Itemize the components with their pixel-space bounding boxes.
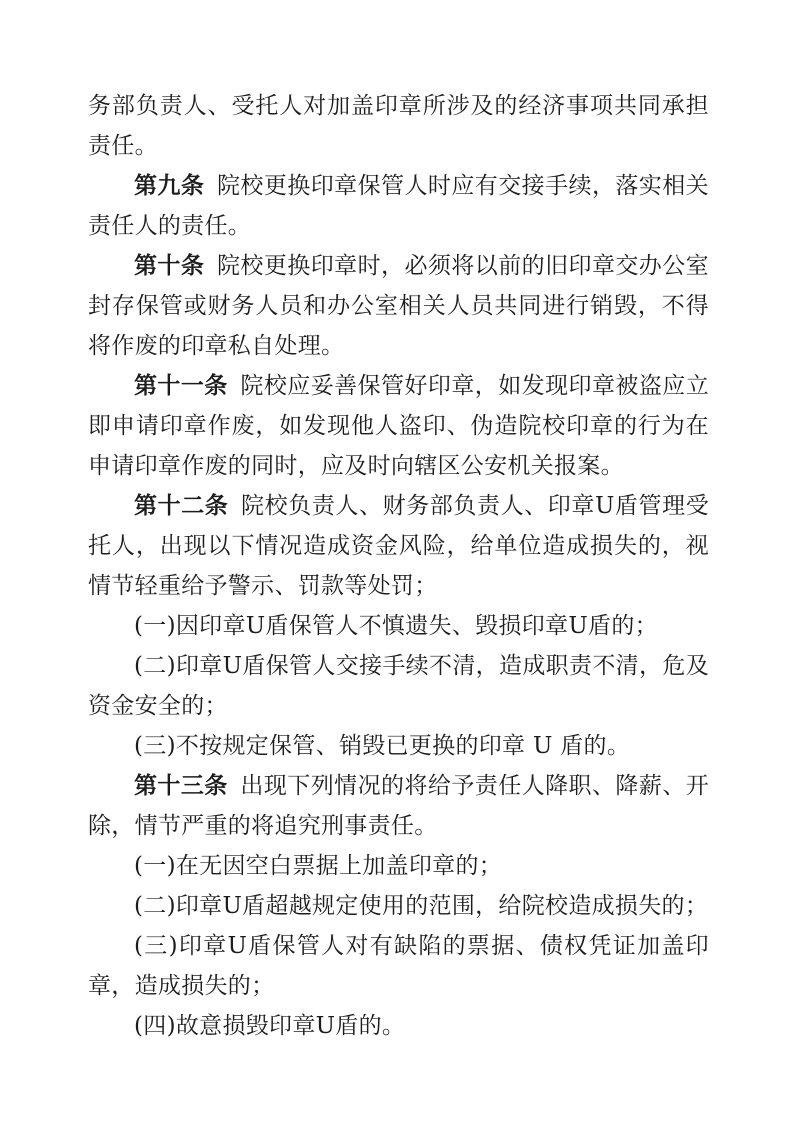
list-item — [88, 726, 709, 766]
paragraph-text: 务部负责人、受托人对加盖印章所涉及的经济事项共同承担责任。 — [88, 93, 709, 159]
paragraph-text: (三)不按规定保管、销毁已更换的印章 U 盾的。 — [134, 733, 631, 759]
article-number: 第十二条 — [134, 492, 229, 519]
paragraph-text: 院校应妥善保管好印章，如发现印章被盗应立即申请印章作废，如发现他人盗印、伪造院校印章的行为在申请印章作废的同时，应及时向辖区公安机关报案。 — [88, 373, 709, 479]
article-number: 第十条 — [134, 252, 205, 279]
paragraph-text: (二)印章U盾超越规定使用的范围，给院校造成损失的； — [134, 893, 709, 919]
paragraph-text: (一)在无因空白票据上加盖印章的； — [134, 853, 503, 879]
paragraph — [88, 366, 709, 486]
document-body — [88, 86, 709, 1046]
paragraph-text: (三)印章U盾保管人对有缺陷的票据、债权凭证加盖印章，造成损失的； — [88, 933, 709, 999]
list-item — [88, 1006, 709, 1046]
paragraph — [88, 766, 709, 846]
paragraph-text: 院校负责人、财务部负责人、印章U盾管理受托人，出现以下情况造成资金风险，给单位造成损失的，视情节轻重给予警示、罚款等处罚； — [88, 493, 710, 599]
paragraph — [88, 86, 709, 166]
paragraph-text: 院校更换印章保管人时应有交接手续，落实相关责任人的责任。 — [88, 173, 709, 239]
paragraph-text: (二)印章U盾保管人交接手续不清，造成职责不清，危及资金安全的； — [88, 653, 709, 719]
article-number: 第十三条 — [134, 772, 228, 799]
paragraph — [88, 486, 709, 606]
paragraph — [88, 166, 709, 246]
paragraph-text: (四)故意损毁印章U盾的。 — [134, 1013, 406, 1039]
paragraph-text: (一)因印章U盾保管人不慎遗失、毁损印章U盾的； — [134, 613, 658, 639]
article-number: 第九条 — [134, 172, 205, 199]
paragraph-text: 院校更换印章时，必须将以前的旧印章交办公室封存保管或财务人员和办公室相关人员共同进行销毁，不得将作废的印章私自处理。 — [88, 253, 709, 359]
list-item — [88, 606, 709, 646]
list-item — [88, 646, 709, 726]
article-number: 第十一条 — [134, 372, 228, 399]
paragraph — [88, 246, 709, 366]
paragraph-text: 出现下列情况的将给予责任人降职、降薪、开除，情节严重的将追究刑事责任。 — [88, 773, 709, 839]
list-item — [88, 926, 709, 1006]
list-item — [88, 886, 709, 926]
list-item — [88, 846, 709, 886]
